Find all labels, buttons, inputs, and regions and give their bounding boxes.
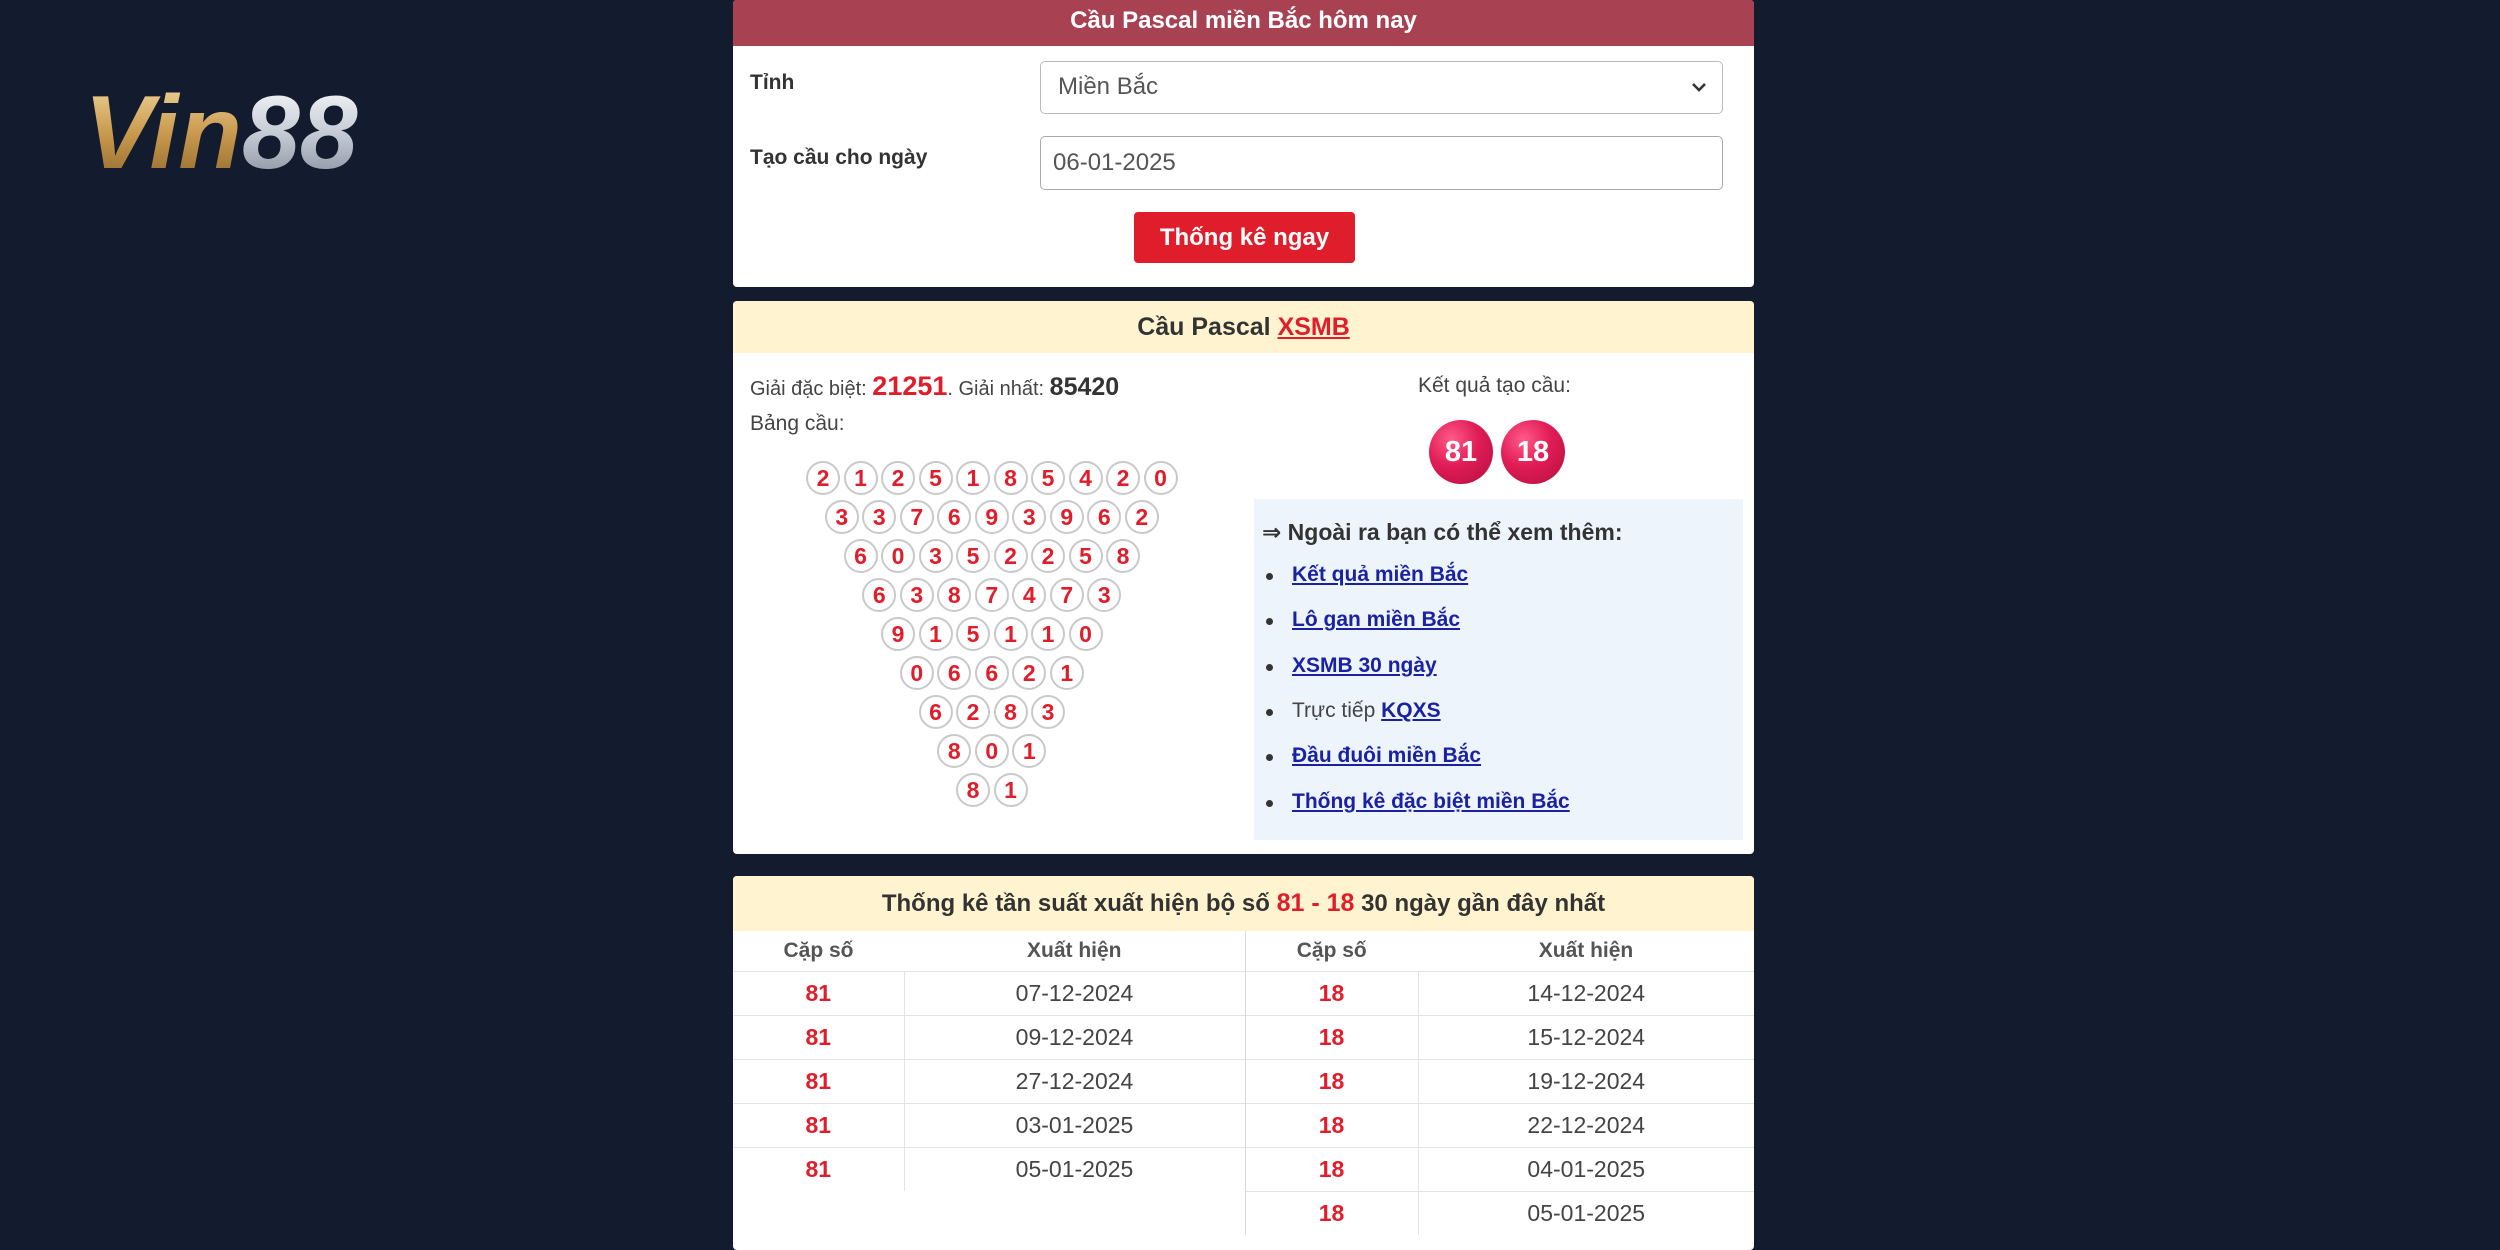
triangle-digit: 2 (881, 461, 915, 495)
result-ball: 81 (1429, 420, 1493, 484)
table-row (733, 1015, 1754, 1059)
triangle-digit: 2 (956, 695, 990, 729)
triangle-digit: 7 (900, 500, 934, 534)
triangle-digit: 6 (937, 656, 971, 690)
table-cell (733, 1191, 904, 1235)
triangle-digit: 2 (1125, 500, 1159, 534)
table-row (733, 1103, 1754, 1147)
prize-line (750, 371, 1119, 402)
triangle-digit: 6 (844, 539, 878, 573)
triangle-digit: 8 (994, 695, 1028, 729)
vin88-logo (84, 70, 444, 180)
triangle-digit: 4 (1069, 461, 1103, 495)
triangle-digit: 3 (1087, 578, 1121, 612)
triangle-digit: 4 (1012, 578, 1046, 612)
triangle-digit: 3 (1031, 695, 1065, 729)
triangle-digit: 8 (994, 461, 1028, 495)
triangle-digit: 6 (919, 695, 953, 729)
triangle-digit: 9 (975, 500, 1009, 534)
date-label: Tạo cầu cho ngày (750, 146, 928, 169)
province-select[interactable] (1040, 61, 1723, 114)
triangle-digit: 5 (956, 539, 990, 573)
list-item (1292, 699, 1441, 723)
triangle-digit: 5 (1069, 539, 1103, 573)
chevron-down-icon (1690, 78, 1708, 96)
list-item (1292, 654, 1437, 678)
triangle-digit: 5 (1031, 461, 1065, 495)
table-cell: 18 (1245, 1191, 1418, 1235)
table-cell: 09-12-2024 (904, 1015, 1245, 1059)
col-header: Cặp số (1245, 931, 1418, 971)
triangle-digit: 3 (825, 500, 859, 534)
table-cell: 81 (733, 971, 904, 1015)
table-cell: 81 (733, 1147, 904, 1191)
triangle-digit: 7 (975, 578, 1009, 612)
triangle-digit: 1 (994, 773, 1028, 807)
triangle-digit: 2 (806, 461, 840, 495)
link-xsmb-30-ngay[interactable]: XSMB 30 ngày (1292, 654, 1437, 677)
g1-label: . Giải nhất: (947, 378, 1050, 400)
xsmb-link[interactable]: XSMB (1277, 313, 1350, 341)
link-prefix: Trực tiếp (1292, 699, 1382, 722)
triangle-digit: 0 (1144, 461, 1178, 495)
table-cell: 18 (1245, 971, 1418, 1015)
triangle-digit: 3 (862, 500, 896, 534)
link-dau-duoi-mien-bac[interactable]: Đầu đuôi miền Bắc (1292, 744, 1482, 767)
frequency-table (733, 931, 1754, 1235)
table-cell: 04-01-2025 (1418, 1147, 1754, 1191)
triangle-digit: 6 (975, 656, 1009, 690)
pascal-title-text: Cầu Pascal (1137, 313, 1278, 341)
triangle-digit: 1 (844, 461, 878, 495)
result-label: Kết quả tạo cầu: (1418, 374, 1571, 397)
col-header: Cặp số (783, 938, 854, 962)
freq-title-pair: 81 - 18 (1276, 889, 1355, 917)
list-item (1292, 608, 1460, 632)
triangle-digit: 0 (975, 734, 1009, 768)
province-value: Miền Bắc (1058, 73, 1159, 100)
pascal-result-card (733, 301, 1754, 854)
triangle-digit: 0 (881, 539, 915, 573)
triangle-digit: 8 (937, 734, 971, 768)
more-links-box (1254, 499, 1743, 840)
table-cell (904, 1191, 1245, 1235)
link-ket-qua-mien-bac[interactable]: Kết quả miền Bắc (1292, 563, 1469, 586)
table-row (733, 971, 1754, 1015)
frequency-card (733, 876, 1754, 1250)
pascal-form-card (733, 0, 1754, 287)
table-row (733, 1059, 1754, 1103)
table-cell: 18 (1245, 1147, 1418, 1191)
date-input[interactable]: 06-01-2025 (1040, 136, 1723, 190)
more-title: ⇒ Ngoài ra bạn có thể xem thêm: (1262, 519, 1623, 545)
table-cell: 81 (733, 1059, 904, 1103)
logo-text: Vin88 (84, 75, 358, 180)
submit-button[interactable]: Thống kê ngay (1134, 212, 1355, 263)
triangle-digit: 8 (1106, 539, 1140, 573)
table-cell: 14-12-2024 (1418, 971, 1754, 1015)
table-cell: 19-12-2024 (1418, 1059, 1754, 1103)
triangle-digit: 6 (862, 578, 896, 612)
triangle-digit: 3 (900, 578, 934, 612)
triangle-digit: 0 (1069, 617, 1103, 651)
result-ball: 18 (1501, 420, 1565, 484)
triangle-digit: 3 (919, 539, 953, 573)
triangle-digit: 8 (937, 578, 971, 612)
triangle-digit: 6 (1087, 500, 1121, 534)
table-cell: 07-12-2024 (904, 971, 1245, 1015)
province-label: Tỉnh (750, 71, 795, 94)
frequency-title (733, 876, 1754, 931)
gdb-value: 21251 (872, 371, 948, 401)
list-item (1292, 790, 1570, 814)
triangle-digit: 1 (1050, 656, 1084, 690)
form-title: Cầu Pascal miền Bắc hôm nay (733, 0, 1754, 46)
triangle-digit: 1 (1012, 734, 1046, 768)
table-cell: 05-01-2025 (904, 1147, 1245, 1191)
triangle-digit: 9 (881, 617, 915, 651)
link-lo-gan-mien-bac[interactable]: Lô gan miền Bắc (1292, 608, 1461, 631)
table-header-row (733, 931, 1754, 971)
col-header: Xuất hiện (1538, 938, 1634, 962)
table-cell: 18 (1245, 1015, 1418, 1059)
triangle-digit: 1 (1031, 617, 1065, 651)
table-row (733, 1191, 1754, 1235)
bang-cau-label: Bảng cầu: (750, 412, 845, 435)
list-item (1292, 744, 1481, 768)
table-cell: 81 (733, 1015, 904, 1059)
gdb-label: Giải đặc biệt: (750, 378, 873, 400)
col-header: Xuất hiện (1026, 938, 1122, 962)
list-item (1292, 563, 1468, 587)
g1-value: 85420 (1049, 373, 1120, 401)
triangle-digit: 8 (956, 773, 990, 807)
table-cell: 18 (1245, 1103, 1418, 1147)
main-column (731, 0, 1756, 1250)
triangle-digit: 2 (1012, 656, 1046, 690)
table-cell: 05-01-2025 (1418, 1191, 1754, 1235)
table-cell: 03-01-2025 (904, 1103, 1245, 1147)
triangle-digit: 2 (994, 539, 1028, 573)
table-cell: 27-12-2024 (904, 1059, 1245, 1103)
link-kqxs[interactable]: KQXS (1381, 699, 1441, 722)
triangle-digit: 3 (1012, 500, 1046, 534)
triangle-digit: 5 (956, 617, 990, 651)
table-cell: 22-12-2024 (1418, 1103, 1754, 1147)
triangle-digit: 6 (937, 500, 971, 534)
triangle-digit: 1 (919, 617, 953, 651)
table-row (733, 1147, 1754, 1191)
triangle-digit: 2 (1106, 461, 1140, 495)
triangle-digit: 5 (919, 461, 953, 495)
triangle-digit: 1 (994, 617, 1028, 651)
freq-title-prefix: Thống kê tần suất xuất hiện bộ số (881, 890, 1277, 917)
triangle-digit: 9 (1050, 500, 1084, 534)
freq-title-suffix: 30 ngày gần đây nhất (1354, 890, 1606, 917)
table-cell: 18 (1245, 1059, 1418, 1103)
pascal-title (733, 301, 1754, 353)
table-cell: 81 (733, 1103, 904, 1147)
triangle-digit: 7 (1050, 578, 1084, 612)
triangle-digit: 1 (956, 461, 990, 495)
link-thong-ke-dac-biet[interactable]: Thống kê đặc biệt miền Bắc (1292, 790, 1570, 813)
table-cell: 15-12-2024 (1418, 1015, 1754, 1059)
triangle-digit: 0 (900, 656, 934, 690)
triangle-digit: 2 (1031, 539, 1065, 573)
